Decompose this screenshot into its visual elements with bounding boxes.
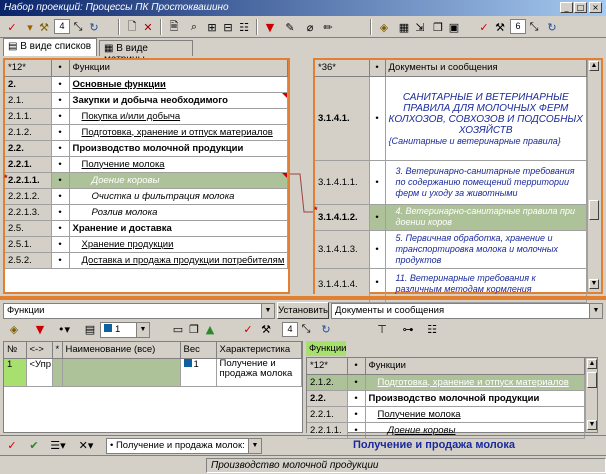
table-row[interactable] (315, 160, 587, 204)
table-row[interactable] (5, 188, 288, 204)
row-number: 2.1. (5, 92, 51, 108)
maximize-button[interactable]: □ (574, 2, 587, 13)
row-number: 2.2. (5, 140, 51, 156)
row-text: 5. Первичная обработка, хранение и транспортировка молока и молочных продуктов (385, 230, 587, 268)
row-number: 3.1.4.1.2. (318, 211, 358, 223)
row-number: 2.1.1. (5, 108, 51, 124)
row-number: 2. (5, 76, 51, 92)
expand-icon[interactable]: ⤡ (529, 20, 539, 33)
refresh-icon[interactable]: ↻ (321, 322, 331, 336)
grid-header (4, 342, 302, 358)
table-row[interactable] (307, 406, 585, 422)
tools-icon[interactable]: ⚒ (495, 20, 505, 34)
documents-combo[interactable] (331, 303, 603, 319)
bullet: • (51, 204, 69, 220)
mini-scrollbar[interactable] (585, 358, 597, 432)
chevron-down-icon[interactable]: ▼ (248, 439, 261, 453)
matrix-view-icon: ▦ (104, 43, 114, 54)
save-icon[interactable]: ▣ (448, 20, 460, 34)
copy-icon[interactable]: ❐ (189, 322, 199, 336)
row-number-cell (5, 172, 51, 188)
bullet: • (347, 406, 365, 422)
row-text: Доение коровы (91, 174, 160, 186)
color-swatch-icon (104, 324, 112, 332)
table-row[interactable] (5, 204, 288, 220)
column-header-dot[interactable]: • (51, 60, 69, 76)
bullet: • (347, 422, 365, 438)
mini-functions-grid (307, 358, 585, 439)
row-number: 2.2. (307, 390, 347, 406)
column-header-dot[interactable]: • (347, 358, 365, 374)
table-row[interactable] (4, 358, 302, 386)
window-title: Набор проекций: Процессы ПК Простоквашино (4, 2, 229, 13)
diamond-icon[interactable]: ◈ (379, 20, 389, 34)
checkmark-icon[interactable]: ✓ (7, 20, 17, 34)
row-number: 3.1.4.1. (315, 76, 369, 160)
column-header-id[interactable]: *36* (315, 60, 369, 76)
row-number-cell (315, 204, 369, 230)
functions-grid (5, 60, 288, 269)
filter-icon[interactable]: ▼ (265, 20, 275, 34)
column-header-star[interactable]: * (52, 342, 62, 358)
row-text: Розлив молока (69, 204, 288, 220)
row-number: 2.2.1.1. (307, 422, 347, 438)
column-header-weight[interactable]: Вес (180, 342, 216, 358)
bullet: • (51, 76, 69, 92)
minimize-button[interactable]: _ (560, 2, 573, 13)
table-row[interactable] (5, 124, 288, 140)
table-row-selected[interactable] (315, 204, 587, 230)
link-icon[interactable]: ✎ (285, 20, 295, 34)
scroll-up-button[interactable]: ▲ (588, 360, 596, 367)
hierarchy-icon[interactable]: ⊤ (377, 322, 387, 336)
grid-header (315, 60, 587, 76)
grid-icon[interactable]: ▤ (84, 322, 96, 336)
table-row[interactable] (5, 156, 288, 172)
separator (160, 19, 162, 35)
links-table (4, 342, 302, 387)
table-row[interactable] (5, 140, 288, 156)
row-text-cell (69, 172, 288, 188)
scroll-down-button[interactable]: ▼ (588, 421, 596, 428)
row-text-cell (385, 76, 587, 160)
diamond-icon[interactable]: ◈ (9, 322, 19, 336)
tools-icon[interactable]: ⚒ (261, 322, 271, 336)
horizontal-splitter[interactable] (0, 296, 606, 300)
row-weight: 1 (193, 358, 199, 370)
bullet: • (110, 440, 114, 451)
row-text: Получение молока (69, 156, 288, 172)
bullet: • (369, 230, 385, 268)
row-number: 2.1.2. (5, 124, 51, 140)
table-row[interactable] (5, 252, 288, 268)
delete-icon[interactable]: ✕ (143, 20, 153, 34)
relation-title: Получение и продажа молока (353, 439, 515, 451)
chevron-down-icon[interactable]: ▼ (589, 304, 602, 318)
separator (370, 19, 372, 35)
row-text: Хранение и доставка (69, 220, 288, 236)
bullet: • (347, 374, 365, 390)
column-header-functions[interactable]: Функции (365, 358, 585, 374)
bullet: • (51, 236, 69, 252)
row-number: 2.2.1. (307, 406, 347, 422)
tools-icon[interactable]: ⚒ (39, 20, 49, 34)
level-combo[interactable] (100, 322, 150, 338)
checkmark-icon[interactable]: ✓ (7, 438, 17, 452)
level-spinner[interactable]: 4 (54, 19, 70, 34)
tree-icon[interactable]: ⊟ (223, 20, 233, 34)
scroll-up-button[interactable]: ▲ (590, 62, 598, 69)
export-icon[interactable]: ⇲ (415, 20, 425, 34)
unlink-icon[interactable]: ⌀ (306, 20, 314, 34)
level-spinner-bottom[interactable]: 4 (282, 322, 298, 337)
structure-icon[interactable]: ☷ (427, 322, 437, 336)
links-table-pane (3, 341, 303, 433)
bullet: • (51, 92, 69, 108)
column-header-documents[interactable]: Документы и сообщения (385, 60, 587, 76)
row-number: 2.5.1. (5, 236, 51, 252)
row-text: 3. Ветеринарно-санитарные требования по содержанию помещений территории ферм и уходу за животными (385, 160, 587, 204)
row-text: 4. Ветеринарно-санитарные правила при доении коров (385, 204, 587, 230)
expand-icon[interactable]: ⤡ (301, 322, 311, 335)
check-list-icon[interactable]: ✔ (29, 438, 39, 452)
red-marker-icon (282, 173, 287, 178)
level-spinner-right[interactable]: 6 (510, 19, 526, 34)
column-header-functions[interactable]: Функции (69, 60, 288, 76)
column-header-id[interactable]: *12* (307, 358, 347, 374)
combo-value: Функции (7, 305, 45, 316)
row-number: 2.5. (5, 220, 51, 236)
mini-functions-grid-pane (306, 357, 598, 436)
tab-label: В виде списков (20, 41, 92, 52)
color-swatch-icon (184, 359, 192, 367)
table-row-selected[interactable] (307, 374, 585, 390)
row-number: 2.2.1.2. (5, 188, 51, 204)
row-text: Покупка и/или добыча (69, 108, 288, 124)
row-characteristic: Получение и продажа молока (216, 358, 302, 386)
bullet: • (369, 76, 385, 160)
table-row[interactable] (5, 108, 288, 124)
column-header-direction[interactable]: <-> (26, 342, 52, 358)
bullet: • (369, 204, 385, 230)
search-icon[interactable]: ⌕ (190, 20, 198, 33)
column-header-id[interactable]: *12* (5, 60, 51, 76)
row-text: Производство молочной продукции (69, 140, 288, 156)
combo-value: Документы и сообщения (335, 305, 445, 316)
documents-grid (315, 60, 587, 303)
column-header-characteristic[interactable]: Характеристика (216, 342, 302, 358)
bullet: • (51, 252, 69, 268)
bullet: • (51, 124, 69, 140)
hierarchy-icon[interactable]: ⊞ (207, 20, 217, 34)
bullet: • (51, 156, 69, 172)
checkmark-icon[interactable]: ✓ (479, 20, 489, 34)
row-text: САНИТАРНЫЕ И ВЕТЕРИНАРНЫЕ ПРАВИЛА ДЛЯ МОЛОЧНЫХ ФЕРМ КОЛХОЗОВ, СОВХОЗОВ И ПОДСОБНЫХ ХОЗЯЙСТВ (388, 91, 583, 136)
structure-icon[interactable]: ☷ (239, 20, 249, 34)
row-number: 2.2.1. (5, 156, 51, 172)
row-text: Доение коровы (365, 422, 585, 438)
relation-combo[interactable] (106, 438, 262, 454)
expand-icon[interactable]: ⤡ (73, 20, 83, 33)
bullet: • (369, 268, 385, 302)
row-weight-cell (180, 358, 216, 386)
install-button[interactable]: Установить (277, 302, 329, 319)
grid-icon[interactable]: ▦ (398, 20, 410, 34)
dropdown-arrow-icon[interactable]: ▾ (27, 20, 33, 34)
table-row[interactable] (5, 220, 288, 236)
row-number: 2.2.1.1. (8, 174, 40, 186)
chevron-down-icon[interactable]: ▼ (261, 304, 274, 318)
row-text-cell (69, 92, 288, 108)
arrow-up-icon[interactable]: ▲ (205, 322, 215, 336)
refresh-icon[interactable]: ↻ (547, 20, 557, 34)
row-text: Основные функции (69, 76, 288, 92)
close-button[interactable]: × (589, 2, 602, 13)
row-text: Очистка и фильтрация молока (69, 188, 288, 204)
bullet: • (51, 172, 69, 188)
row-text: Закупки и добыча необходимого (72, 94, 228, 106)
grid-header (307, 358, 585, 374)
row-text: Подготовка, хранение и отпуск материалов (69, 124, 288, 140)
row-text: Производство молочной продукции (365, 390, 585, 406)
dropdown-small-icon[interactable]: •▾ (57, 322, 70, 336)
bullet: • (51, 188, 69, 204)
list-dropdown-icon[interactable]: ☰▾ (50, 438, 66, 452)
copy-icon[interactable]: ❐ (433, 20, 443, 34)
preview-icon[interactable]: 🗎 (169, 19, 179, 33)
row-text: Получение молока (365, 406, 585, 422)
filter-icon[interactable]: ▼ (35, 322, 45, 336)
tab-label: В виде (116, 43, 148, 54)
documents-scrollbar[interactable] (587, 60, 601, 292)
column-header-dot[interactable]: • (369, 60, 385, 76)
row-subtext: {Санитарные и ветеринарные правила} (388, 135, 561, 146)
tree-icon[interactable]: ⊶ (402, 322, 414, 336)
row-text: Хранение продукции (69, 236, 288, 252)
main-toolbar (0, 16, 606, 38)
bullet: • (51, 108, 69, 124)
refresh-icon[interactable]: ↻ (89, 20, 99, 34)
row-star (52, 358, 62, 386)
row-number: 2.5.2. (5, 252, 51, 268)
red-star-icon: * (314, 204, 318, 215)
row-name (62, 358, 180, 386)
red-marker-icon (282, 93, 287, 98)
row-text: 11. Ветеринарные требования к различным методам кормления (385, 268, 587, 302)
bullet: • (347, 390, 365, 406)
tab-list-view[interactable] (3, 38, 97, 56)
row-number: 3.1.4.1.4. (315, 268, 369, 302)
row-direction: <Упр (26, 358, 52, 386)
separator (118, 19, 120, 35)
edit-icon[interactable]: ✏ (323, 20, 333, 34)
functions-grid-pane (3, 58, 290, 294)
table-row[interactable] (5, 236, 288, 252)
tab-functions-mini[interactable]: Функции (306, 341, 346, 356)
checkmark-icon[interactable]: ✓ (243, 322, 253, 336)
row-number: 2.2.1.3. (5, 204, 51, 220)
row-text: Доставка и продажа продукции потребителям (69, 252, 288, 268)
scroll-down-button[interactable]: ▼ (590, 280, 598, 287)
bullet: • (51, 220, 69, 236)
combo-value: Получение и продажа молок: (115, 440, 245, 451)
row-number: 3.1.4.1.1. (315, 160, 369, 204)
table-row[interactable] (307, 390, 585, 406)
column-header-no[interactable]: № (4, 342, 26, 358)
list-view-icon: ▤ (8, 41, 18, 52)
row-text: Подготовка, хранение и отпуск материалов (365, 374, 585, 390)
documents-grid-pane (313, 58, 603, 294)
table-row-selected[interactable] (5, 172, 288, 188)
table-row[interactable] (5, 76, 288, 92)
bullet: • (369, 160, 385, 204)
chevron-down-icon[interactable]: ▼ (136, 323, 149, 337)
row-number: 2.1.2. (307, 374, 347, 390)
red-star-icon: * (4, 172, 8, 183)
row-number: 3.1.4.1.3. (315, 230, 369, 268)
functions-combo[interactable] (3, 303, 275, 319)
table-row[interactable] (5, 92, 288, 108)
separator (256, 19, 258, 35)
preview-icon[interactable]: ▭ (172, 322, 184, 336)
column-header-name[interactable]: Наименование (все) (62, 342, 180, 358)
bullet: • (51, 140, 69, 156)
status-field: Производство молочной продукции (206, 458, 606, 473)
row-number: 1 (4, 358, 26, 386)
new-document-icon[interactable]: 🗋 (127, 19, 137, 33)
table-row[interactable] (315, 230, 587, 268)
grid-header (5, 60, 288, 76)
tab-matrix-view[interactable] (99, 40, 193, 56)
cancel-dropdown-icon[interactable]: ✕▾ (78, 438, 94, 452)
title-bar (0, 0, 606, 16)
combo-value: 1 (115, 324, 121, 335)
scroll-thumb[interactable] (589, 200, 599, 220)
scroll-thumb[interactable] (587, 372, 597, 388)
divider (0, 435, 606, 436)
status-bar (0, 455, 606, 474)
table-row[interactable] (315, 76, 587, 160)
